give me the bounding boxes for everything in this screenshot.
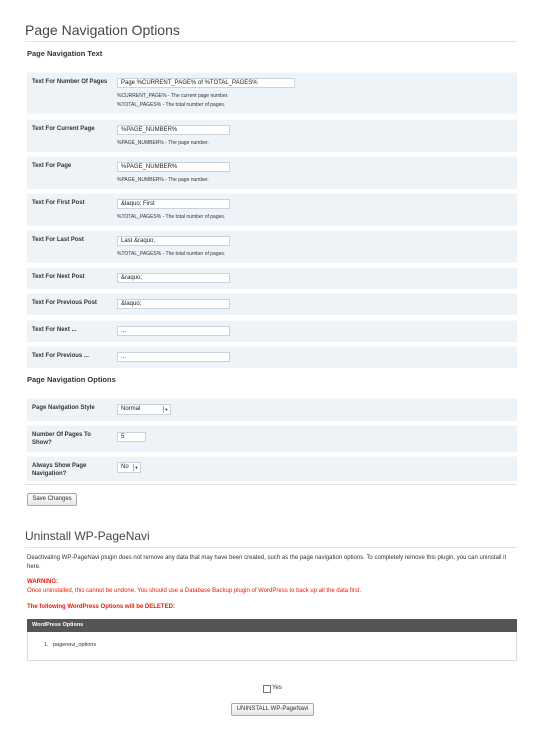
warning-text: Once uninstalled, this cannot be undone. You should use a Database Backup plugin of WordPress to back up all the data first.: [27, 588, 362, 594]
page-input[interactable]: %PAGE_NUMBER%: [117, 162, 230, 172]
previous-ellipsis-input[interactable]: ...: [117, 352, 230, 362]
field-row-current-page: [27, 119, 517, 152]
section-title-text: Page Navigation Text: [27, 49, 103, 58]
save-changes-button[interactable]: Save Changes: [27, 493, 77, 506]
field-row-first-post: [27, 193, 517, 226]
field-description: %TOTAL_PAGES% - The total number of pages.: [117, 214, 226, 220]
first-post-input[interactable]: &laquo; First: [117, 199, 230, 209]
field-row-previous-post: [27, 293, 517, 315]
options-table-body: [27, 632, 517, 661]
page-title: Page Navigation Options: [25, 22, 180, 38]
confirm-yes-label: Yes: [272, 685, 282, 691]
list-item-number: 1.: [44, 642, 49, 648]
next-post-input[interactable]: &raquo;: [117, 273, 230, 283]
chevron-down-icon: ▼: [134, 465, 139, 470]
field-label: Text For Previous Post: [32, 300, 97, 306]
field-label: Text For Last Post: [32, 237, 84, 243]
navigation-style-select[interactable]: [117, 404, 171, 415]
section-title-options: Page Navigation Options: [27, 375, 116, 384]
confirm-uninstall-checkbox[interactable]: [263, 685, 271, 693]
field-description: %CURRENT_PAGE% - The current page number.: [117, 93, 229, 99]
field-label: Text For Number Of Pages: [32, 79, 108, 85]
field-description: %TOTAL_PAGES% - The total number of pages.: [117, 102, 226, 108]
divider: [25, 547, 517, 548]
next-ellipsis-input[interactable]: ...: [117, 326, 230, 336]
pages-to-show-input[interactable]: 5: [117, 432, 146, 442]
field-label: Text For Current Page: [32, 126, 95, 132]
field-row-number-of-pages: [27, 72, 517, 114]
field-row-page: [27, 156, 517, 189]
field-row-next-post: [27, 267, 517, 289]
deleted-options-title: The following WordPress Options will be DELETED:: [27, 604, 175, 610]
options-table-header-label: WordPress Options: [32, 622, 84, 628]
option-label: Page Navigation Style: [32, 405, 95, 411]
current-page-input[interactable]: %PAGE_NUMBER%: [117, 125, 230, 135]
option-row-style: [27, 398, 517, 421]
field-label: Text For Previous ...: [32, 353, 89, 359]
divider: [25, 41, 517, 42]
list-item: pagenavi_options: [53, 642, 97, 648]
options-table-header: [27, 619, 517, 632]
field-label: Text For Page: [32, 163, 72, 169]
warning-title: WARNING:: [27, 579, 58, 585]
option-label: Always Show Page Navigation?: [32, 463, 87, 477]
field-row-previous-ellipsis: [27, 346, 517, 368]
field-label: Text For Next Post: [32, 274, 85, 280]
option-label: Number Of Pages To Show?: [32, 432, 91, 446]
always-show-select[interactable]: [117, 462, 141, 473]
field-row-last-post: [27, 230, 517, 263]
option-row-pages: [27, 425, 517, 452]
number-of-pages-input[interactable]: Page %CURRENT_PAGE% of %TOTAL_PAGES%: [117, 78, 295, 88]
uninstall-description: Deactivating WP-PageNavi plugin does not remove any data that may have been created, such as the page navigation options. To completely remove this plugin, you can uninstall it here.: [27, 555, 507, 570]
uninstall-title: Uninstall WP-PageNavi: [25, 529, 150, 543]
field-description: %PAGE_NUMBER% - The page number.: [117, 177, 209, 183]
option-row-always-show: [27, 456, 517, 481]
chevron-down-icon: ▼: [164, 407, 169, 412]
field-description: %TOTAL_PAGES% - The total number of pages.: [117, 251, 226, 257]
field-label: Text For First Post: [32, 200, 85, 206]
always-show-value: No: [121, 464, 129, 470]
last-post-input[interactable]: Last &raquo;: [117, 236, 230, 246]
navigation-style-value: Normal: [121, 406, 141, 412]
field-row-next-ellipsis: [27, 320, 517, 342]
field-description: %PAGE_NUMBER% - The page number.: [117, 140, 209, 146]
divider: [25, 484, 517, 485]
field-label: Text For Next ...: [32, 327, 77, 333]
previous-post-input[interactable]: &laquo;: [117, 299, 230, 309]
uninstall-button[interactable]: UNINSTALL WP-PageNavi: [231, 703, 314, 716]
